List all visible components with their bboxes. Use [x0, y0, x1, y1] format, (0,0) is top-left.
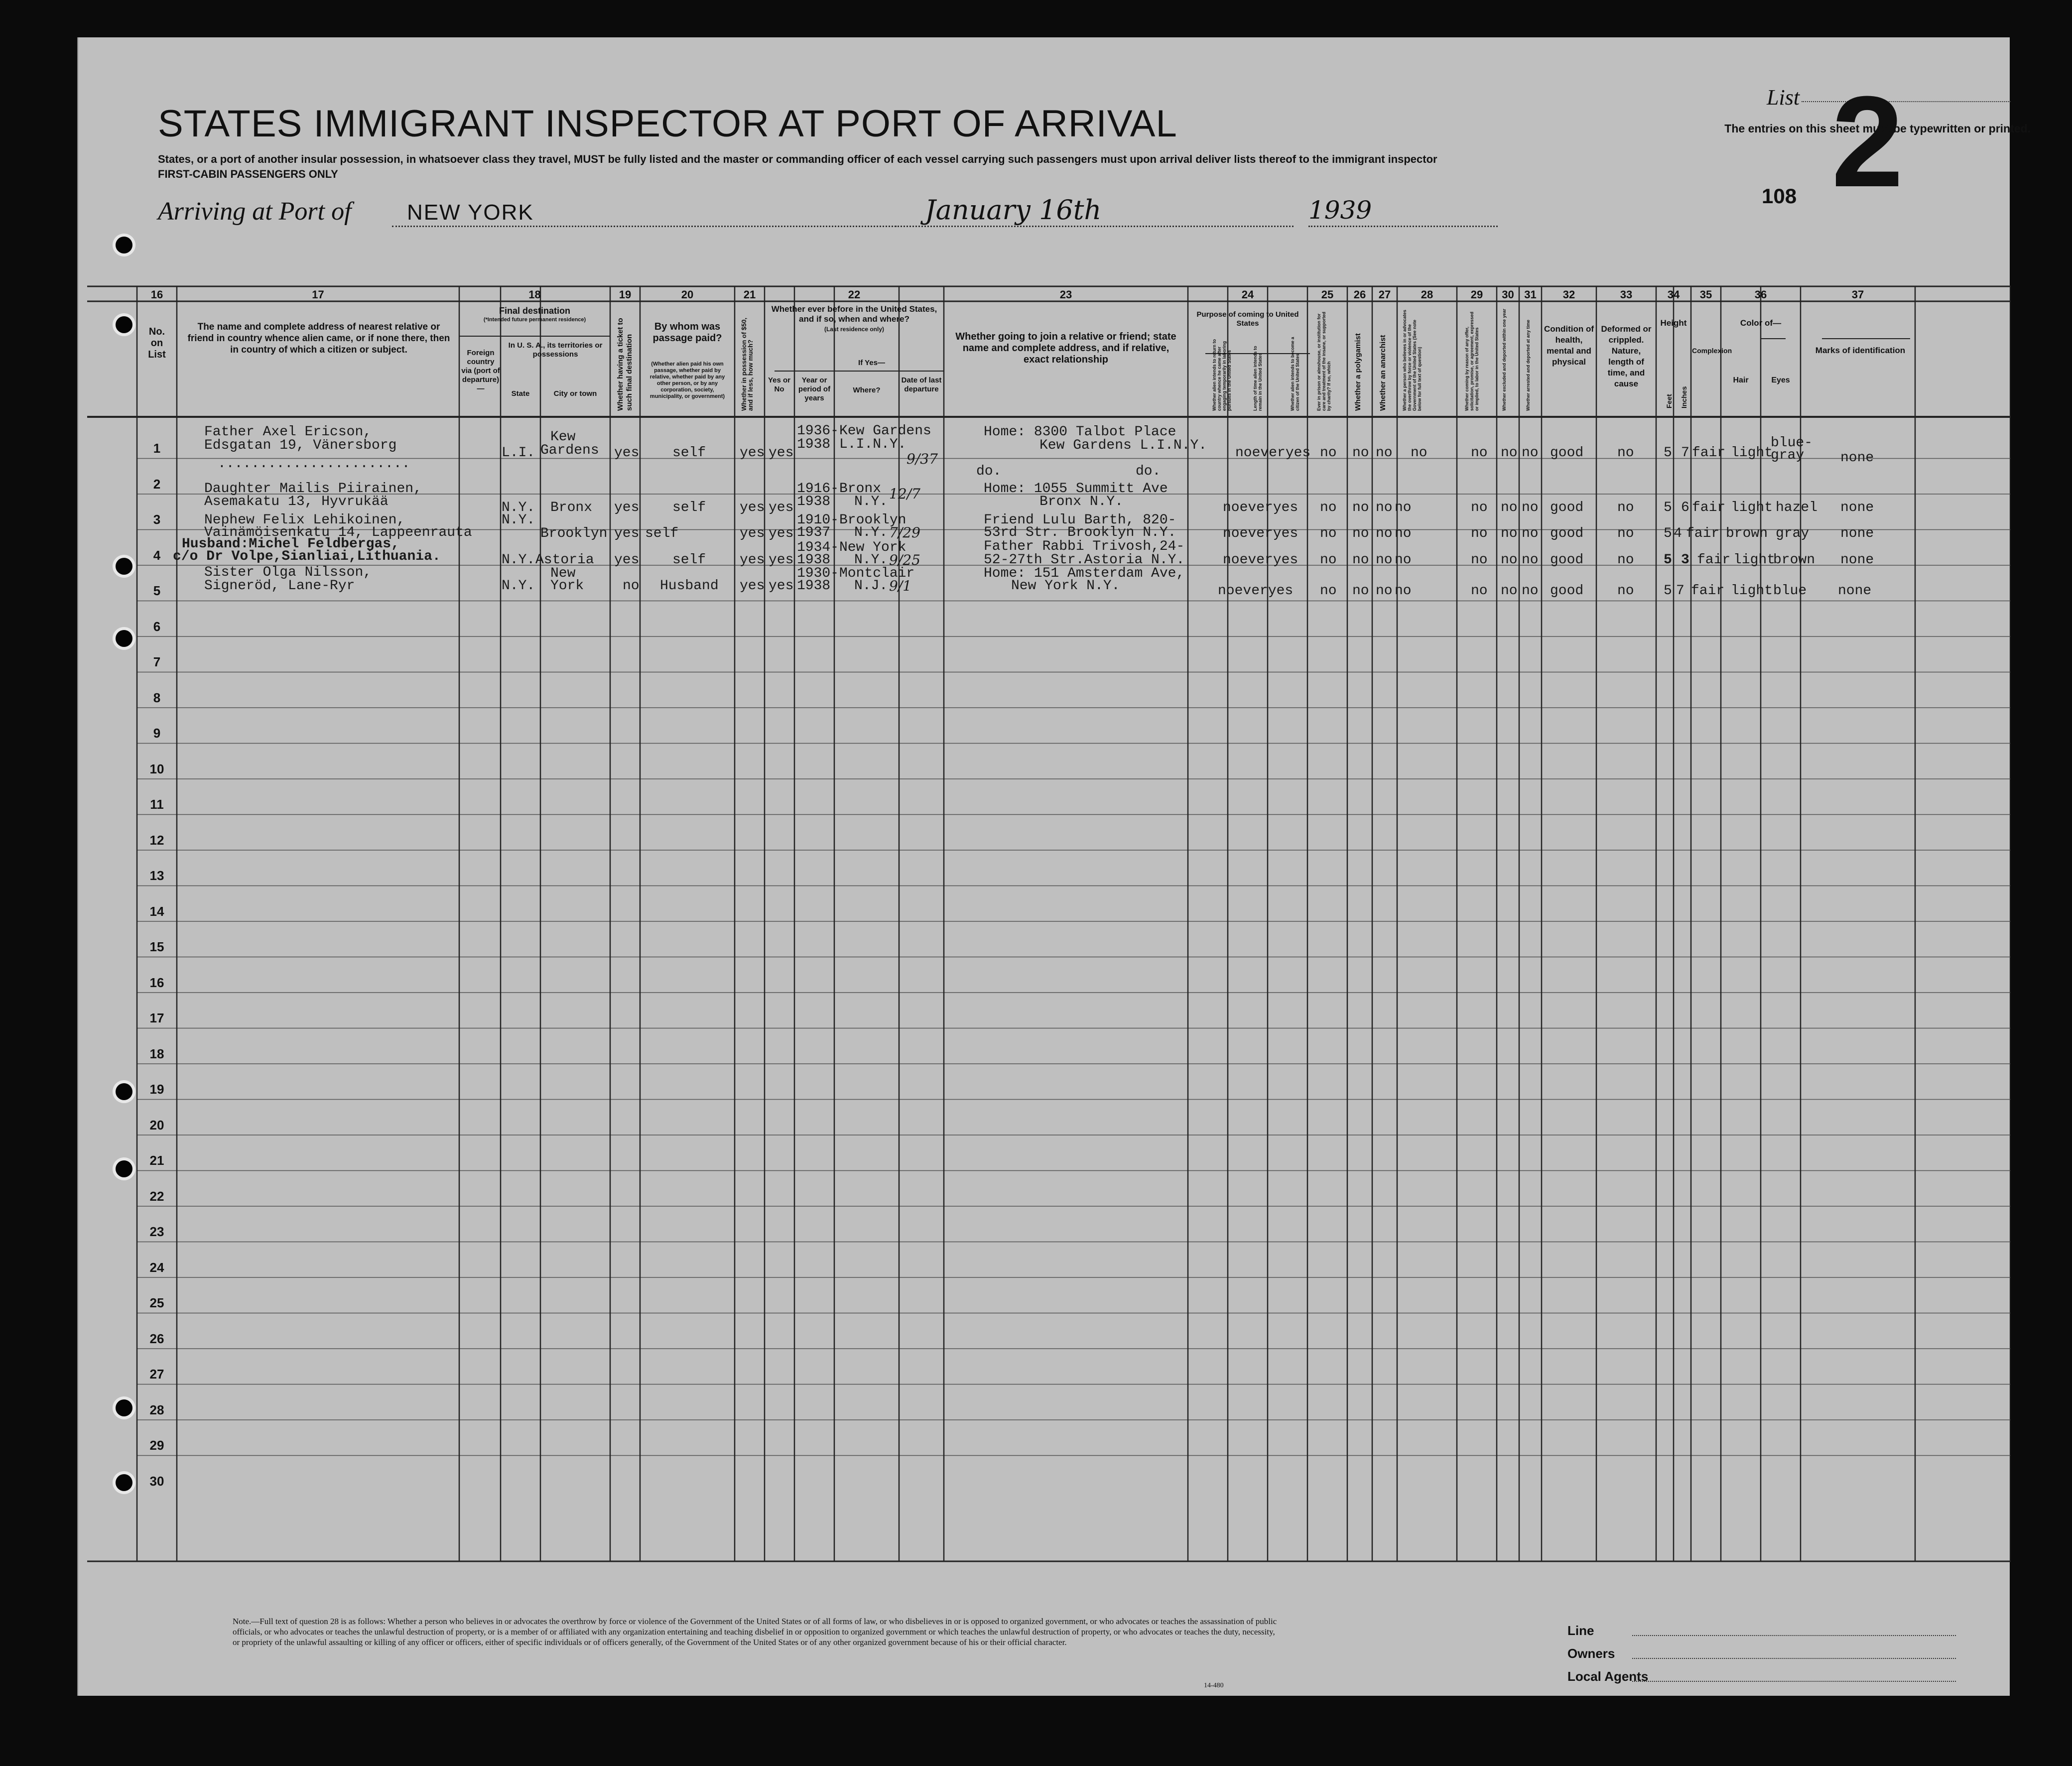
port-name: NEW YORK: [407, 200, 534, 225]
final-destination-note: (*Intended future permanent residence): [483, 317, 586, 323]
row6-where-1: Montclair: [839, 566, 915, 581]
colnum-29: 29: [1470, 288, 1483, 301]
colnum-23: 23: [1059, 288, 1072, 301]
page-code: 108: [1762, 184, 1797, 208]
row1-hair: light: [1731, 445, 1773, 461]
row5-paid: self: [672, 552, 706, 568]
row-number: 6: [153, 619, 161, 634]
colnum-36: 36: [1754, 288, 1767, 301]
colnum-27: 27: [1378, 288, 1391, 301]
header-nearest-relative: The name and complete address of nearest relative or friend in country whence alien came, or if none there, then in country of which a citizen or subject.: [187, 322, 450, 355]
header-ticket: Whether having a ticket to such final destination: [616, 318, 634, 411]
header-complexion: Complexion: [1692, 347, 1732, 355]
header-q30: Whether excluded and deported within one year: [1502, 308, 1507, 411]
row4-fifty: yes: [740, 526, 765, 541]
header-purpose-a: Whether alien intends to return to country whence he came after engaging temporarily in laboring pursuits in the United States: [1212, 339, 1232, 411]
row3-years-2: 1938: [797, 494, 831, 509]
row6-inches: 7: [1676, 583, 1684, 599]
list-label: List: [1767, 85, 1800, 110]
row4-paid: self: [645, 526, 679, 541]
row1-marks: none: [1840, 450, 1874, 466]
row3-where-2: N.Y.: [854, 494, 888, 509]
row3-paid: self: [672, 500, 706, 515]
manifest-sheet: [77, 37, 2031, 1696]
header-height: Height: [1660, 318, 1687, 328]
row3-ticket: yes: [614, 500, 640, 515]
row1-relative-address: Edsgatan 19, Vänersborg: [204, 438, 397, 453]
row4-health: good: [1550, 526, 1584, 541]
colnum-25: 25: [1321, 288, 1334, 301]
row4-q28: no: [1395, 526, 1412, 541]
header-foreign-country: Foreign country via (port of departure)—: [461, 349, 500, 393]
row-number: 14: [149, 903, 164, 919]
row4-prison: no: [1320, 526, 1337, 541]
row2-dots: .......................: [218, 456, 410, 472]
form-number: 14-480: [1204, 1682, 1224, 1689]
colnum-34: 34: [1667, 288, 1680, 301]
header-year-period: Year or period of years: [798, 376, 831, 402]
header-deformed: Deformed or crippled. Nature, length of time, and cause: [1601, 324, 1652, 388]
header-prison: Ever in prison or almshouse, or institution for care and treatment of the insane, or supported by charity? If so, which: [1316, 311, 1331, 411]
row6-years-1: 1930-: [797, 566, 839, 581]
row3-anarchist: no: [1376, 500, 1393, 515]
row-number: 17: [149, 1010, 164, 1025]
row5-join-2: 52-27th Str.Astoria N.Y.: [984, 552, 1185, 568]
row4-where-2: N.Y.: [854, 525, 888, 540]
row3-relative-address: Asemakatu 13, Hyvrukää: [204, 494, 388, 509]
row6-yesno: yes: [769, 578, 794, 594]
row6-health: good: [1550, 583, 1584, 599]
row1-eyes-2: gray: [1771, 448, 1805, 463]
colnum-32: 32: [1562, 288, 1575, 301]
row6-complexion: fair: [1691, 583, 1725, 599]
row4-yesno: yes: [769, 526, 794, 541]
row-number: 25: [149, 1295, 164, 1310]
row-number: 12: [149, 832, 164, 848]
row6-join-2: New York N.Y.: [1011, 578, 1120, 594]
port-line: [392, 226, 965, 227]
colnum-24: 24: [1241, 288, 1254, 301]
binder-hole: [116, 237, 132, 253]
header-health: Condition of health, mental and physical: [1544, 324, 1594, 367]
colnum-21: 21: [743, 288, 756, 301]
arrival-date: January 16th: [925, 194, 1102, 226]
date-line: [895, 226, 1294, 227]
row3-inches: 6: [1681, 500, 1689, 515]
row4-where-1: Brooklyn: [839, 512, 906, 528]
row6-state: N.Y.: [502, 578, 535, 594]
header-yes-no: Yes or No: [768, 376, 791, 393]
row1-departure: 9/37: [906, 451, 938, 467]
row4-purpose: noeveryes: [1223, 526, 1298, 541]
year-line: [1308, 226, 1498, 227]
header-marks: Marks of identification: [1815, 346, 1906, 355]
row-number: 28: [149, 1402, 164, 1417]
row5-where-2: N.Y.: [854, 552, 888, 568]
row-number: 9: [153, 726, 161, 741]
row1-where-1: Kew Gardens: [839, 423, 931, 439]
header-date-departure: Date of last departure: [901, 376, 942, 393]
row-number: 16: [149, 975, 164, 990]
subtitle-line-1: States, or a port of another insular possession, in whatsoever class they travel, MUST be fully listed and the master or commanding officer of each vessel carrying such passengers must upon arrival deliver lists thereof to the immigrant inspector: [158, 153, 1437, 165]
header-anarchist: Whether an anarchist: [1379, 335, 1387, 411]
row1-yesno: yes: [769, 445, 794, 461]
row3-relative-name: Daughter Mailis Piirainen,: [204, 481, 422, 497]
row6-departure: 9/1: [889, 578, 912, 594]
row6-deformed: no: [1617, 583, 1634, 599]
row-number: 4: [153, 547, 161, 563]
header-in-usa: In U. S. A., its territories or possessions: [508, 341, 603, 359]
question-28-note: Note.—Full text of question 28 is as follows: Whether a person who believes in or advocates the overthrow by force or violence of the Government of the United States or of all forms of law, or who disbelieves in or is opposed to organized government, or who advocates or teaches the assassination of public officials, or who advocates or teaches the unlawful destruction of property, or is a member of or affiliated with any organization entertaining and teaching disbelief in or opposition to organized government or which teaches the unlawful destruction of property, or who advocates or teaches the duty, necessity, or propriety of the unlawful assaulting or killing of any officer or officers, either of specific individuals or of officers generally, of the Government of the United States or of any other organized government because of his or their official character.: [233, 1617, 1277, 1647]
row4-inches: 4: [1674, 526, 1682, 541]
row6-q29: no: [1471, 583, 1488, 599]
row4-q31: no: [1522, 526, 1539, 541]
row-number: 22: [149, 1188, 164, 1204]
header-eyes: Eyes: [1771, 376, 1790, 384]
row4-anarchist: no: [1376, 526, 1393, 541]
row1-health: good: [1550, 445, 1584, 461]
row5-hair: light: [1733, 552, 1776, 568]
row3-feet: 5: [1664, 500, 1672, 515]
row4-years-1: 1910-: [797, 512, 839, 528]
row5-city: Astoria: [535, 552, 594, 568]
colnum-22: 22: [848, 288, 861, 301]
row1-join-1: Home: 8300 Talbot Place: [984, 424, 1176, 440]
row4-hair: brown: [1726, 526, 1768, 541]
row3-city: Bronx: [550, 500, 593, 515]
header-polygamist: Whether a polygamist: [1354, 333, 1362, 411]
header-ever-before: [767, 304, 941, 334]
row-number: 1: [153, 441, 161, 456]
row6-relative-name: Sister Olga Nilsson,: [204, 565, 372, 580]
header-fifty-dollars: Whether in possession of $50, and if less, how much?: [740, 317, 754, 411]
row5-yesno: yes: [769, 552, 794, 568]
row5-eyes: brown: [1773, 552, 1815, 568]
row-number: 19: [149, 1082, 164, 1097]
row-number: 18: [149, 1046, 164, 1061]
colnum-33: 33: [1620, 288, 1633, 301]
row3-q29: no: [1471, 500, 1488, 515]
ever-before-label: Whether ever before in the United States, and if so, when and where?: [771, 304, 937, 324]
row5-departure: 9/25: [889, 552, 920, 568]
row1-purpose: noeveryes: [1235, 445, 1311, 461]
row6-q31: no: [1522, 583, 1539, 599]
line-field: [1632, 1635, 1956, 1636]
row4-complexion: fair: [1686, 526, 1720, 541]
ever-before-note: (Last residence only): [824, 326, 885, 333]
row-number: 21: [149, 1153, 164, 1168]
row5-relative-address: c/o Dr Volpe,Sianliai,Lithuania.: [173, 549, 441, 564]
row3-departure: 12/7: [889, 486, 920, 502]
row1-join-2: Kew Gardens L.I.N.Y.: [1039, 438, 1207, 453]
local-agents-field: [1632, 1681, 1956, 1682]
row3-q31: no: [1522, 500, 1539, 515]
row4-state: N.Y.: [502, 512, 535, 528]
header-feet: Feet: [1665, 394, 1673, 408]
row5-ticket: yes: [614, 552, 640, 568]
colnum-16: 16: [150, 288, 163, 301]
row-number: 26: [149, 1331, 164, 1346]
row5-marks: none: [1840, 552, 1874, 568]
row1-paid: self: [672, 445, 706, 461]
arriving-label: Arriving at Port of: [158, 197, 352, 226]
row5-polygamist: no: [1352, 552, 1369, 568]
header-join-relative: Whether going to join a relative or friend; state name and complete address, and if relative, exact relationship: [955, 331, 1176, 365]
row5-prison: no: [1320, 552, 1337, 568]
row-number: 10: [149, 761, 164, 776]
row1-years-2: 1938: [797, 437, 831, 452]
row3-where-1: Bronx: [839, 481, 882, 497]
row6-feet: 5: [1664, 583, 1672, 599]
colnum-17: 17: [312, 288, 324, 301]
row4-q29: no: [1471, 526, 1488, 541]
row6-marks: none: [1838, 583, 1872, 599]
row6-hair: light: [1731, 583, 1773, 599]
row-number: 20: [149, 1117, 164, 1133]
row3-q30: no: [1501, 500, 1518, 515]
row2-ditto-1: do.: [976, 464, 1002, 479]
header-passage-paid: By whom was passage paid?: [652, 321, 722, 344]
row3-polygamist: no: [1352, 500, 1369, 515]
row5-state: N.Y.: [502, 552, 535, 568]
row5-feet: 5: [1664, 552, 1672, 568]
row4-deformed: no: [1617, 526, 1634, 541]
row6-paid: Husband: [660, 578, 719, 594]
row1-feet: 5: [1664, 445, 1672, 461]
row4-feet: 5: [1664, 526, 1672, 541]
row3-complexion: fair: [1692, 500, 1726, 515]
row5-years-2: 1938: [797, 552, 831, 568]
row5-relative-name: Husband:Michel Feldbergas,: [182, 536, 399, 552]
row-number: 2: [153, 476, 161, 492]
row4-city: Brooklyn: [540, 526, 608, 541]
colnum-35: 35: [1699, 288, 1712, 301]
row5-purpose: noeveryes: [1223, 552, 1298, 568]
row3-health: good: [1550, 500, 1584, 515]
row-number: 7: [153, 654, 161, 669]
row3-deformed: no: [1617, 500, 1634, 515]
row5-q28: no: [1395, 552, 1412, 568]
row1-city-1: Kew: [550, 429, 576, 445]
row3-join-2: Bronx N.Y.: [1039, 494, 1124, 509]
row1-where-2: L.I.N.Y.: [839, 437, 906, 452]
header-final-destination: [459, 306, 610, 324]
line-label: Line: [1567, 1623, 1594, 1638]
row1-ticket: yes: [614, 445, 640, 461]
colnum-31: 31: [1524, 288, 1537, 301]
row1-state: L.I.: [502, 445, 535, 461]
row1-polygamist: no: [1352, 445, 1369, 461]
row5-health: good: [1550, 552, 1584, 568]
row1-inches: 7: [1681, 445, 1689, 461]
row-number: 8: [153, 690, 161, 705]
header-purpose-b: Length of time alien intends to remain in the United States: [1253, 346, 1263, 411]
row4-departure: 7/29: [889, 524, 920, 541]
row3-prison: no: [1320, 500, 1337, 515]
row1-fifty: yes: [740, 445, 765, 461]
row1-years-1: 1936-: [797, 423, 839, 439]
row6-q30: no: [1501, 583, 1518, 599]
row-number: 11: [150, 797, 164, 812]
row1-relative-name: Father Axel Ericson,: [204, 424, 372, 440]
form-subtitle: [158, 152, 1752, 182]
entries-note: The entries on this sheet must be typewritten or printed.: [1724, 122, 2031, 135]
row5-q31: no: [1522, 552, 1539, 568]
subtitle-line-2: FIRST-CABIN PASSENGERS ONLY: [158, 168, 338, 180]
header-purpose: Purpose of coming to United States: [1196, 310, 1299, 328]
row6-city-2: York: [550, 578, 584, 594]
row1-city-2: Gardens: [540, 443, 599, 458]
header-city: City or town: [553, 389, 597, 398]
row-number: 15: [149, 939, 164, 954]
header-hair: Hair: [1733, 376, 1749, 384]
row-number: 30: [149, 1473, 164, 1489]
row3-years-1: 1916-: [797, 481, 839, 497]
row6-where-2: N.J.: [854, 578, 888, 594]
row6-years-2: 1938: [797, 578, 831, 594]
row5-anarchist: no: [1376, 552, 1393, 568]
row2-ditto-2: do.: [1136, 464, 1161, 479]
owners-label: Owners: [1567, 1646, 1615, 1661]
row6-ticket: no: [623, 578, 640, 594]
row6-city-1: New: [550, 566, 576, 581]
row6-polygamist: no: [1352, 583, 1369, 599]
colnum-30: 30: [1502, 288, 1514, 301]
row5-q29: no: [1471, 552, 1488, 568]
row4-marks: none: [1840, 526, 1874, 541]
row-number: 13: [149, 868, 164, 883]
row5-inches: 3: [1681, 552, 1689, 568]
row6-fifty: yes: [740, 578, 765, 594]
arrival-year: 1939: [1308, 196, 1372, 225]
row5-where-1: New York: [839, 540, 906, 555]
row5-deformed: no: [1617, 552, 1634, 568]
header-no-on-list: No. on List: [148, 326, 166, 360]
row1-eyes-1: blue-: [1771, 435, 1813, 451]
row1-q29: no: [1471, 445, 1488, 461]
row-number: 24: [149, 1260, 164, 1275]
row5-complexion: fair: [1697, 552, 1731, 568]
colnum-20: 20: [681, 288, 694, 301]
row1-q30: no: [1501, 445, 1518, 461]
row3-purpose: noeveryes: [1223, 500, 1298, 515]
row4-relative-address: Vainämöisenkatu 14, Lappeenrauta: [204, 525, 472, 540]
row3-state: N.Y.: [502, 500, 535, 515]
header-where: Where?: [853, 386, 881, 394]
row1-anarchist: no: [1376, 445, 1393, 461]
header-q31: Whether arrested and deported at any time: [1526, 319, 1531, 411]
row6-relative-address: Signeröd, Lane-Ryr: [204, 578, 355, 594]
row4-polygamist: no: [1352, 526, 1369, 541]
header-color-of: Color of—: [1740, 318, 1782, 328]
row-number: 23: [149, 1224, 164, 1239]
header-if-yes: If Yes—: [858, 359, 885, 367]
header-purpose-c: Whether alien intends to become a citizen of the United States: [1290, 337, 1300, 411]
colnum-28: 28: [1421, 288, 1433, 301]
local-agents-label: Local Agents: [1567, 1669, 1649, 1684]
row1-q28: no: [1411, 445, 1427, 461]
header-passage-note: (Whether alien paid his own passage, whether paid by relative, whether paid by any other person, or by any corporation, society, municipality, or government): [649, 361, 725, 399]
colnum-26: 26: [1353, 288, 1366, 301]
row6-eyes: blue: [1773, 583, 1807, 599]
row-number: 3: [153, 512, 161, 527]
form-title: STATES IMMIGRANT INSPECTOR AT PORT OF ARRIVAL: [158, 103, 1177, 145]
row1-complexion: fair: [1692, 445, 1726, 461]
row4-years-2: 1937: [797, 525, 831, 540]
row4-ticket: yes: [614, 526, 640, 541]
row3-eyes: hazel: [1776, 500, 1818, 515]
row3-hair: light: [1731, 500, 1773, 515]
row4-relative-name: Nephew Felix Lehikoinen,: [204, 512, 405, 528]
row6-anarchist: no: [1376, 583, 1393, 599]
row3-fifty: yes: [740, 500, 765, 515]
row4-eyes: gray: [1776, 526, 1810, 541]
header-q29: Whether coming by reason of any offer, solicitation, promise, or agreement, expressed or implied, to labor in the United States: [1464, 311, 1479, 411]
row1-deformed: no: [1617, 445, 1634, 461]
header-q28: Whether a person who believes in or advocates the overthrow by force or violence of the Government of the United States (See note below for full text of question): [1402, 309, 1422, 411]
row4-join-2: 53rd Str. Brooklyn N.Y.: [984, 525, 1176, 540]
owners-field: [1632, 1658, 1956, 1659]
row1-q31: no: [1522, 445, 1539, 461]
row3-marks: none: [1840, 500, 1874, 515]
row6-join-1: Home: 151 Amsterdam Ave,: [984, 566, 1185, 581]
row3-yesno: yes: [769, 500, 794, 515]
colnum-37: 37: [1851, 288, 1864, 301]
colnum-19: 19: [619, 288, 632, 301]
row-number: 27: [149, 1367, 164, 1382]
colnum-18: 18: [528, 288, 541, 301]
row6-purpose: noeveryes: [1218, 583, 1294, 599]
row4-join-1: Friend Lulu Barth, 820-: [984, 512, 1176, 528]
list-number: 2: [1831, 70, 1904, 214]
row5-join-1: Father Rabbi Trivosh,24-: [984, 539, 1185, 554]
row4-q30: no: [1501, 526, 1518, 541]
row-number: 5: [153, 583, 161, 598]
row6-prison: no: [1320, 583, 1337, 599]
header-state: State: [511, 389, 530, 398]
header-inches: Inches: [1680, 386, 1688, 408]
final-destination-label: Final destination: [499, 306, 570, 316]
row5-years-1: 1934-: [797, 540, 839, 555]
row3-join-1: Home: 1055 Summitt Ave: [984, 481, 1168, 497]
row-number: 29: [149, 1438, 164, 1453]
row5-fifty: yes: [740, 552, 765, 568]
row5-q30: no: [1501, 552, 1518, 568]
row6-q28: no: [1395, 583, 1412, 599]
row3-q28: no: [1395, 500, 1412, 515]
row1-prison: no: [1320, 445, 1337, 461]
manifest-table: [87, 271, 2011, 1584]
